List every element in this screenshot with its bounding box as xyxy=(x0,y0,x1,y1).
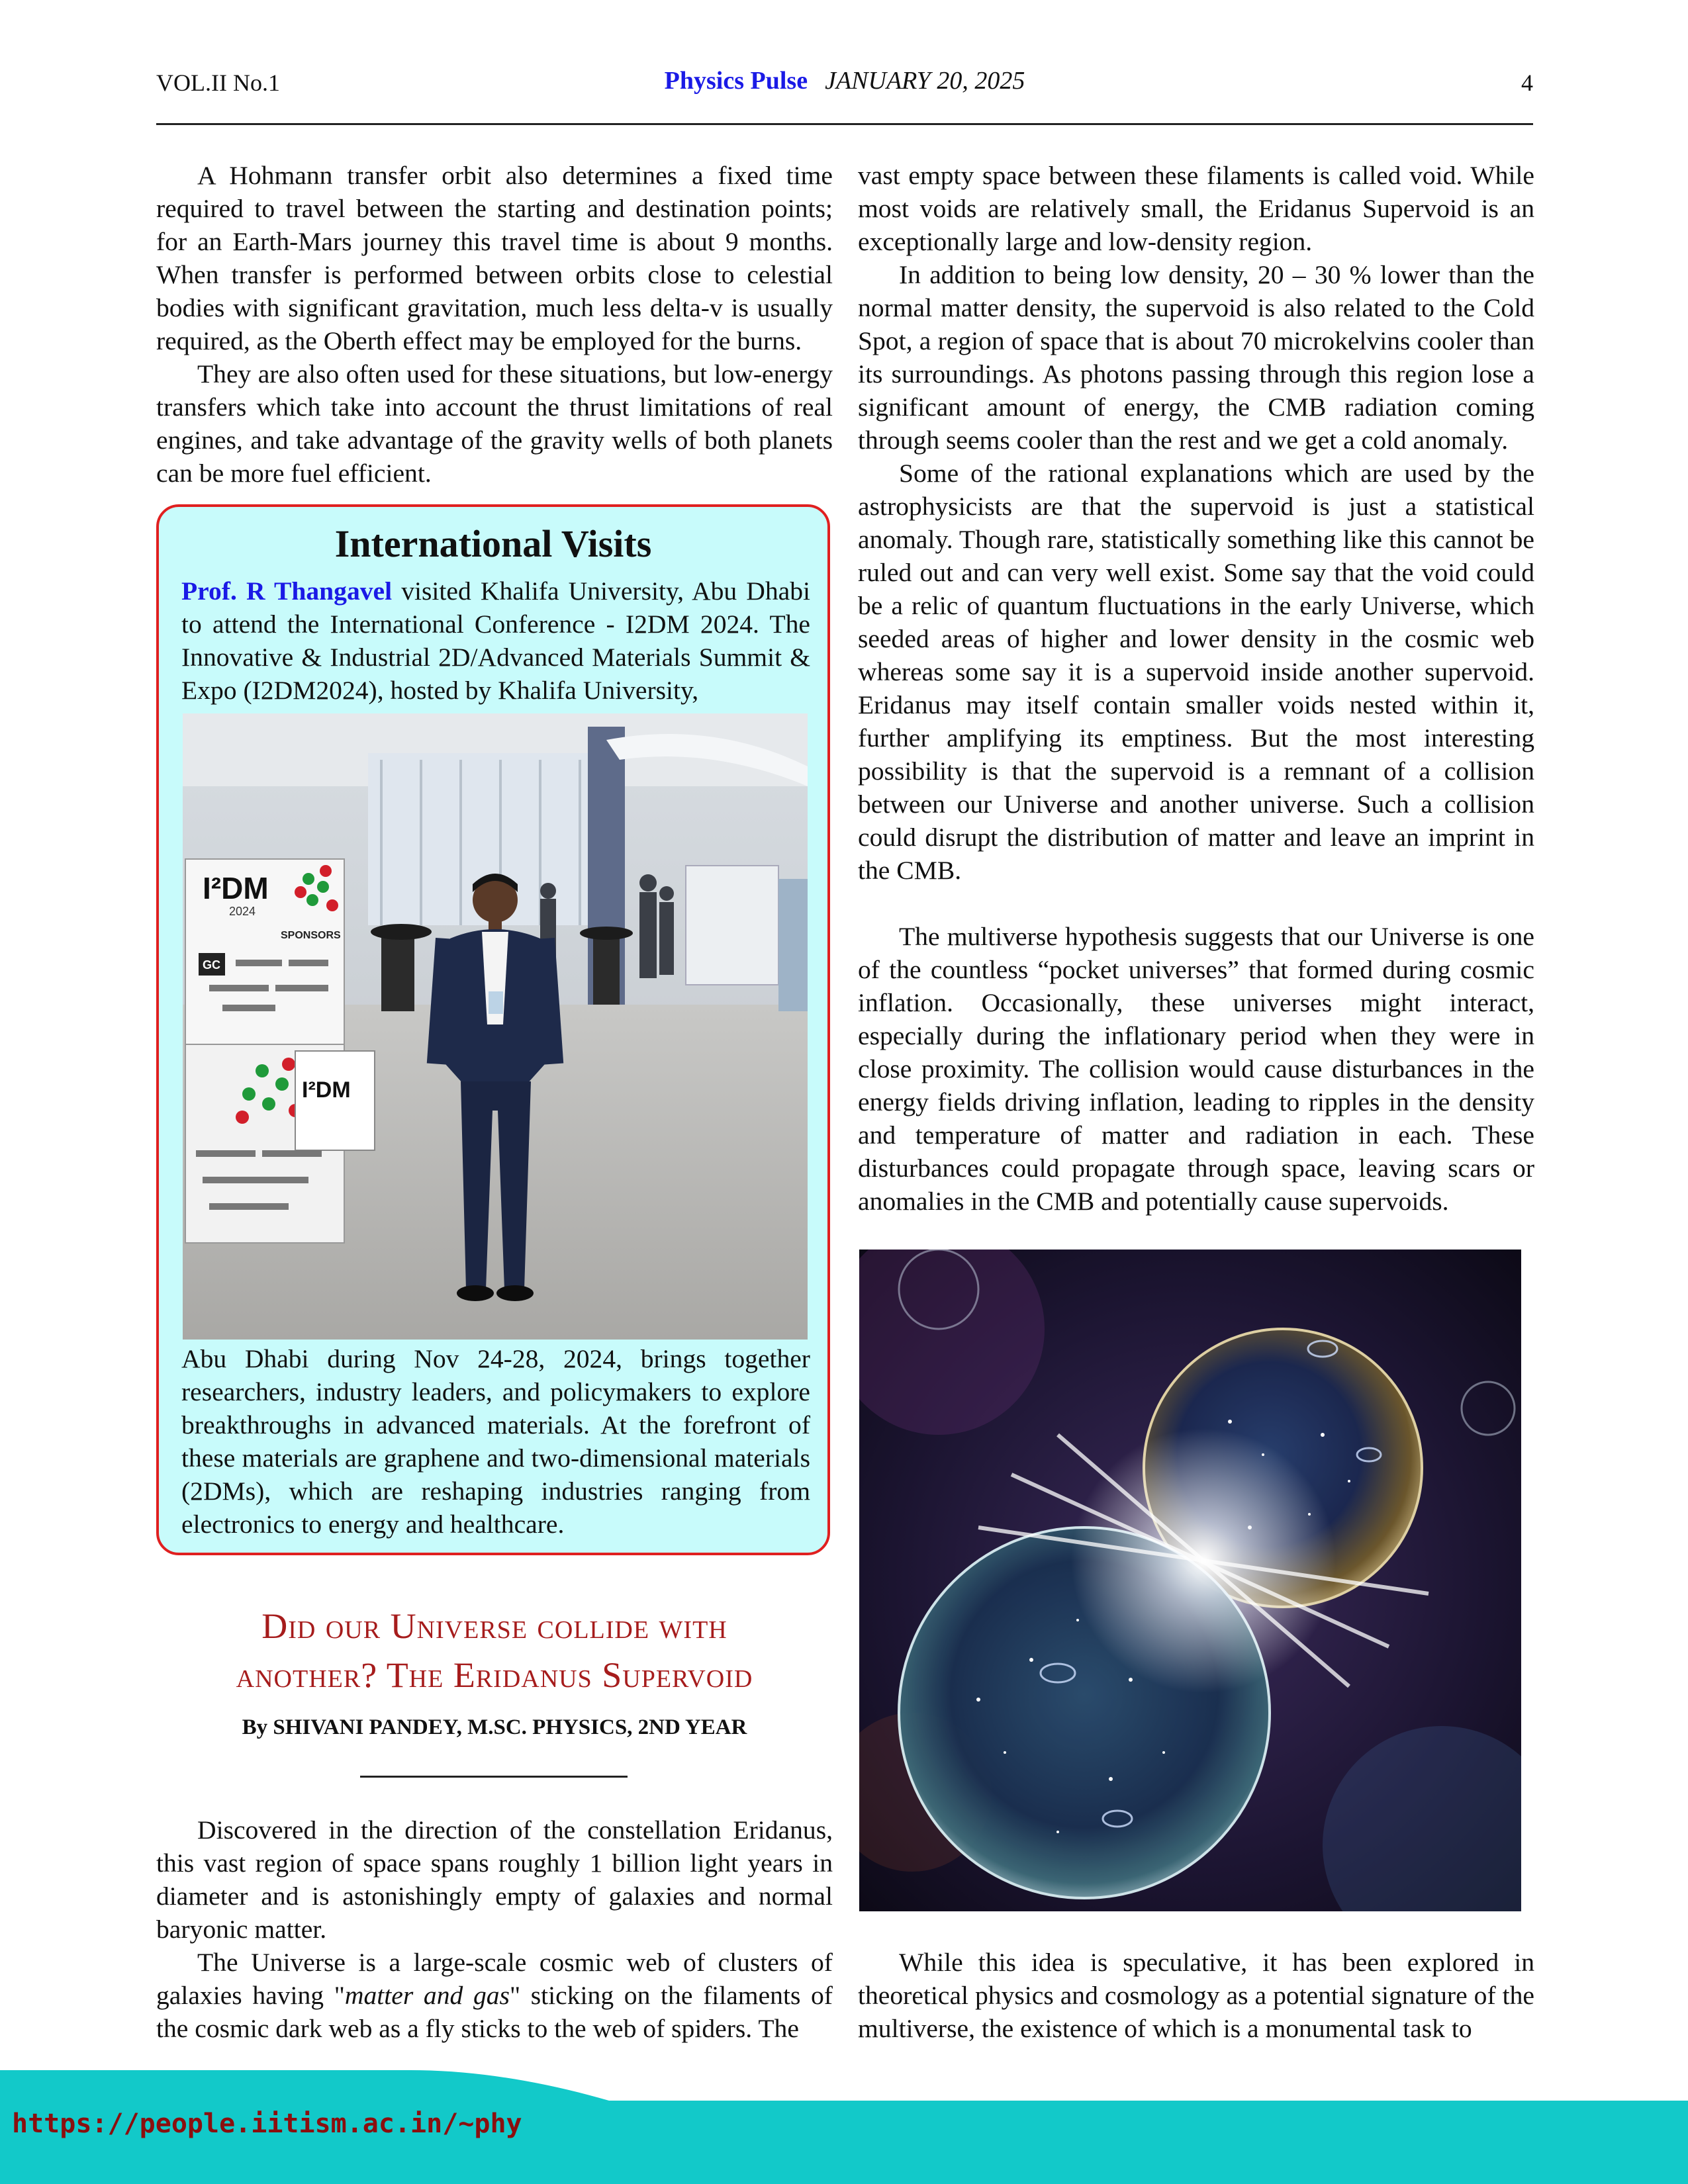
issue-date: JANUARY 20, 2025 xyxy=(825,67,1025,95)
left-intro xyxy=(156,159,833,490)
right-paragraph-1: In addition to being low density, 20 – 30 % lower than the normal matter density, the supervoid is also related to the Cold Spot, a region of space that is about 70 microkelvins cooler than its surroundings. As photons passing through this region lose a significant amount of energy, the CMB radiation coming through seems cooler than the rest and we get a cold anomaly. xyxy=(858,260,1534,455)
booth-sponsors: SPONSORS xyxy=(281,930,341,941)
article-body-left xyxy=(156,1813,833,2045)
page-header xyxy=(156,66,1533,106)
booth-year: 2024 xyxy=(229,905,256,918)
conference-photo xyxy=(183,713,808,1340)
professor-name: Prof. R Thangavel xyxy=(181,576,393,606)
right-column-lower xyxy=(858,1946,1534,2045)
right-paragraph-3: The multiverse hypothesis suggests that our Universe is one of the countless “pocket universes” that formed during cosmic inflation. Occasionally, these universes might interact, especially during the inflationary period when they were in close proximity. The collision would cause disturbances in the energy fields driving inflation, leading to ripples in the density and temperature of matter and radiation in each. These disturbances could propagate through space, leaving scars or anomalies in the CMB and potentially cause supervoids. xyxy=(858,922,1534,1216)
article-title xyxy=(156,1602,833,1700)
booth-logo-secondary: I²DM xyxy=(302,1077,351,1103)
article-paragraph-1: Discovered in the direction of the constellation Eridanus, this vast region of space spans roughly 1 billion light years in diameter and is astonishingly empty of galaxies and normal baryonic matter. xyxy=(156,1815,833,1944)
visits-text-top-body: visited Khalifa University, Abu Dhabi to attend the International Conference - I2DM 2024. The Innovative & Industrial 2D/Advanced Materials Summit & Expo (I2DM2024), hosted by Khalifa University, xyxy=(181,576,810,705)
colliding-universes-image xyxy=(859,1250,1521,1911)
booth-logo: I²DM xyxy=(203,871,269,905)
article-byline: By SHIVANI PANDEY, M.SC. PHYSICS, 2ND YEAR xyxy=(242,1715,747,1739)
article-paragraph-2-start: The Universe is a large-scale cosmic web of clusters of galaxies having " xyxy=(156,1948,833,2010)
footer-url-link[interactable]: https://people.iitism.ac.in/~phy xyxy=(12,2109,522,2139)
visits-title: International Visits xyxy=(334,522,652,565)
intro-paragraph-1: A Hohmann transfer orbit also determines a fixed time required to travel between the starting and destination points; for an Earth-Mars journey this travel time is about 9 months. When transfer is performed between orbits close to celestial bodies with significant gravitation, much less delta-v is usually required, as the Oberth effect may be employed for the burns. xyxy=(156,161,833,355)
right-paragraph-0: vast empty space between these filaments is called void. While most voids are relatively small, the Eridanus Supervoid is an exceptionally large and low-density region. xyxy=(858,161,1534,256)
byline-divider xyxy=(360,1776,628,1778)
right-paragraph-2: Some of the rational explanations which are used by the astrophysicists are that the supervoid is just a statistical anomaly. Though rare, statistically something like this cannot be ruled out and can very well exist. Some say that the void could be a relic of quantum fluctuations in the early Universe, which seeded areas of higher and lower density in the cosmic web whereas some say it is a supervoid inside another supervoid. Eridanus may itself contain smaller voids nested within it, further amplifying its emptiness. But the most interesting possibility is that the supervoid is a remnant of a collision between our Universe and another universe. Such a collision could disrupt the distribution of matter and leave an imprint in the CMB. xyxy=(858,459,1534,885)
right-paragraph-4: While this idea is speculative, it has been explored in theoretical physics and cosmology as a potential signature of the multiverse, the existence of which is a monumental task to xyxy=(858,1948,1534,2043)
booth-gc-logo: GC xyxy=(203,958,220,972)
colliding-universes-illustration xyxy=(859,1250,1521,1911)
right-column-upper xyxy=(858,159,1534,1218)
masthead xyxy=(156,66,1533,95)
header-divider xyxy=(156,123,1533,125)
international-visits-box xyxy=(156,504,830,1555)
page-number: 4 xyxy=(1521,69,1533,96)
article-paragraph-2-emphasis: matter and gas xyxy=(344,1981,510,2010)
visits-text-bottom: Abu Dhabi during Nov 24-28, 2024, brings together researchers, industry leaders, and policymakers to explore breakthroughs in advanced materials. At the forefront of these materials are graphene and two-dimensional materials (2DMs), which are reshaping industries ranging from electronics to energy and healthcare. xyxy=(181,1344,810,1539)
intro-paragraph-2: They are also often used for these situations, but low-energy transfers which take into account the thrust limitations of real engines, and take advantage of the gravity wells of both planets can be more fuel efficient. xyxy=(156,359,833,488)
visits-text-top xyxy=(181,574,810,707)
volume-label: VOL.II No.1 xyxy=(156,69,280,96)
conference-photo-illustration xyxy=(183,713,808,1340)
article-paragraph-2 xyxy=(156,1946,833,2045)
article-title-line-2: another? The Eridanus Supervoid xyxy=(236,1655,753,1695)
article-title-line-1: Did our Universe collide with xyxy=(261,1606,727,1646)
brand-name: Physics Pulse xyxy=(664,67,808,95)
article-paragraph-2-end: " sticking on the filaments of the cosmic dark web as a fly sticks to the web of spiders. The xyxy=(156,1981,833,2043)
